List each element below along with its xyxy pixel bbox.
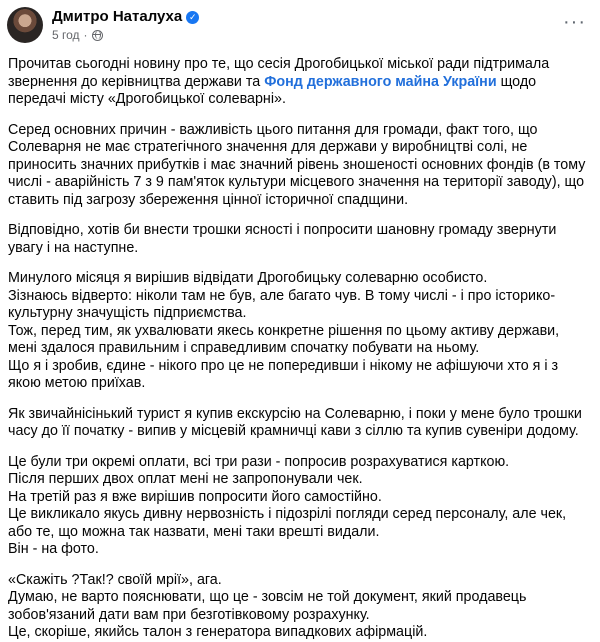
paragraph-6-line-3: На третій раз я вже вирішив попросити його самостійно. xyxy=(8,488,382,505)
author-block xyxy=(52,8,199,42)
paragraph-3: Відповідно, хотів би внести трошки ясності і попросити шановну громаду звернути увагу і на наступне. xyxy=(8,222,557,256)
paragraph-6-line-5: Він - на фото. xyxy=(8,541,99,557)
post-meta xyxy=(52,28,199,42)
post-time[interactable]: 5 год xyxy=(52,28,80,42)
paragraph-1-text-b: щодо передачі місту «Дрогобицької солеварні». xyxy=(8,73,537,107)
paragraph-5: Як звичайнісінький турист я купив екскурсію на Солеварню, і поки у мене було трошки часу до її початку - випив у місцевій крамничці кави з сіллю та купив сувеніри додому. xyxy=(8,405,582,439)
fund-link[interactable]: Фонд державного майна України xyxy=(264,73,497,90)
paragraph-7-line-3: Це, скоріше, якийсь талон з генератора випадкових афірмацій. xyxy=(8,624,428,640)
verified-badge-icon: ✓ xyxy=(186,11,199,24)
paragraph-7-line-2: Думаю, не варто пояснювати, що це - зовсім не той документ, який продавець зобов'язаний дати вам при безготівковому розрахунку. xyxy=(8,589,527,623)
separator-dot: · xyxy=(83,28,88,42)
post-header xyxy=(0,0,600,56)
globe-icon[interactable] xyxy=(92,30,103,41)
paragraph-1 xyxy=(8,56,588,109)
paragraph-4-line-3: Тож, перед тим, як ухвалювати якесь конкретне рішення по цьому активу держави, мені здалося правильним і справедливим спочатку побувати на ньому. xyxy=(8,322,560,356)
more-options-icon[interactable]: ··· xyxy=(563,11,586,33)
avatar[interactable] xyxy=(7,7,43,43)
paragraph-2: Серед основних причин - важливість цього питання для громади, факт того, що Солеварня не має стратегічного значення для держави у виробництві солі, не приносить значних прибутків і має значний рівень зношеності основних фондів (в тому числі - аварійність 7 з 9 пам'яток культури місцевого значення на території заводу), що ставить під загрозу збереження цінної історичної спадщини. xyxy=(8,121,586,208)
paragraph-7-line-1: «Скажіть ?Так!? своїй мрії», ага. xyxy=(8,571,222,588)
paragraph-1-text-a: Прочитав сьогодні новину про те, що сесія Дрогобицької міської ради підтримала звернення до керівництва держави та xyxy=(8,56,550,90)
paragraph-6-line-1: Це були три окремі оплати, всі три рази - попросив розрахуватися карткою. xyxy=(8,453,510,470)
paragraph-6-line-4: Це викликало якусь дивну нервозність і підозрілі погляди серед персоналу, але чек, або те, що можна так назвати, мені таки врешті видали. xyxy=(8,506,567,540)
paragraph-6-line-2: Після перших двох оплат мені не запропонували чек. xyxy=(8,471,363,487)
paragraph-4-line-1: Минулого місяця я вирішив відвідати Дрогобицьку солеварню особисто. xyxy=(8,270,488,286)
paragraph-4-line-2: Зізнаюсь відверто: ніколи там не був, але багато чув. В тому числі - і про історико-культурну значущість підприємства. xyxy=(8,287,556,321)
author-name[interactable]: Дмитро Наталуха xyxy=(52,8,183,25)
paragraph-4-line-4: Що я і зробив, єдине - нікого про це не попередивши і нікому не афішуючи хто я і з якою метою приїхав. xyxy=(8,357,559,391)
author-line xyxy=(52,8,199,26)
post-body xyxy=(0,56,600,642)
